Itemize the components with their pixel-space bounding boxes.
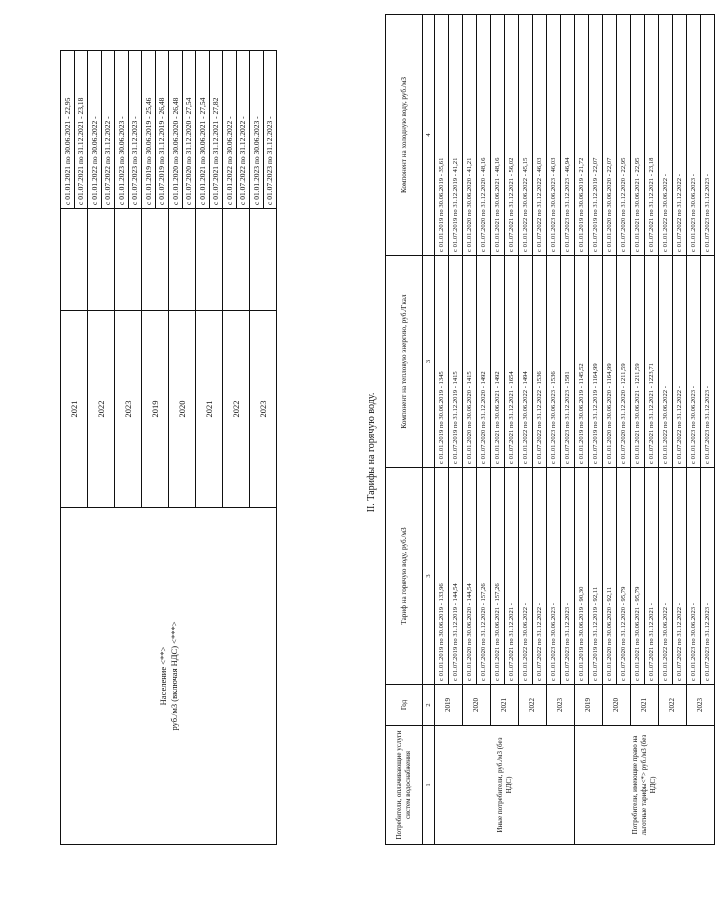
table-row: [687, 15, 701, 845]
tariff-value: с 01.01.2022 по 30.06.2022 -: [223, 51, 237, 209]
heat-component-value: с 01.01.2022 по 30.06.2022 -: [659, 256, 673, 468]
cold-water-component-value: с 01.01.2020 по 30.06.2020 - 41,21: [463, 15, 477, 256]
tariff-value: с 01.01.2021 по 30.06.2021 - 27,54: [196, 51, 210, 209]
cold-water-component-value: с 01.07.2020 по 31.12.2020 - 22,95: [617, 15, 631, 256]
header-row: [386, 15, 423, 845]
cold-water-component-value: с 01.07.2022 по 31.12.2022 - 46,03: [533, 15, 547, 256]
table-row: [61, 51, 75, 845]
heat-component-value: с 01.01.2021 по 30.06.2021 - 1211,59: [631, 256, 645, 468]
heat-component-value: с 01.01.2023 по 30.06.2023 -: [687, 256, 701, 468]
table-header: [386, 15, 435, 845]
hot-water-tariff-value: с 01.07.2021 по 31.12.2021 -: [645, 468, 659, 685]
heat-component-value: с 01.07.2020 по 31.12.2020 - 1492: [477, 256, 491, 468]
hot-water-tariff-value: с 01.07.2023 по 31.12.2023 -: [561, 468, 575, 685]
heat-component-value: с 01.07.2023 по 31.12.2023 -: [701, 256, 715, 468]
hot-water-tariff-value: с 01.01.2020 по 30.06.2020 - 144,54: [463, 468, 477, 685]
table-row: [463, 15, 477, 845]
year-cell: 2020: [603, 685, 631, 726]
column-number: 4: [423, 15, 435, 256]
year-cell: 2021: [631, 685, 659, 726]
heat-component-value: с 01.01.2021 по 30.06.2021 - 1492: [491, 256, 505, 468]
hot-water-tariff-value: с 01.01.2019 по 30.06.2019 - 90,30: [575, 468, 589, 685]
tariff-value: с 01.01.2020 по 30.06.2020 - 26,48: [169, 51, 183, 209]
hot-water-tariff-value: с 01.07.2023 по 31.12.2023 -: [701, 468, 715, 685]
heat-component-value: с 01.01.2019 по 30.06.2019 - 1345: [435, 256, 449, 468]
hot-water-tariff-value: с 01.07.2022 по 31.12.2022 -: [673, 468, 687, 685]
column-number-row: [423, 15, 435, 845]
table-row: [575, 15, 589, 845]
hot-water-tariff-value: с 01.01.2021 по 30.06.2021 - 95,79: [631, 468, 645, 685]
tariff-value: с 01.01.2019 по 30.06.2019 - 25,46: [142, 51, 156, 209]
tariff-value: с 01.07.2021 по 31.12.2021 - 23,18: [74, 51, 88, 209]
heat-component-value: с 01.07.2022 по 31.12.2022 - 1536: [533, 256, 547, 468]
tariff-value: с 01.07.2019 по 31.12.2019 - 26,48: [155, 51, 169, 209]
heat-component-value: с 01.07.2019 по 31.12.2019 - 1164,99: [589, 256, 603, 468]
year-cell: 2021: [61, 311, 88, 508]
tariff-value: с 01.07.2023 по 31.12.2023 -: [263, 51, 277, 209]
continuation-table-body: [61, 51, 277, 845]
year-cell: 2023: [687, 685, 715, 726]
cold-water-component-value: с 01.01.2019 по 30.06.2019 - 35,61: [435, 15, 449, 256]
hot-water-tariff-value: с 01.07.2021 по 31.12.2021 -: [505, 468, 519, 685]
heat-component-value: с 01.01.2019 по 30.06.2019 - 1145,52: [575, 256, 589, 468]
cold-water-component-value: с 01.01.2023 по 30.06.2023 -: [687, 15, 701, 256]
empty-cell: [88, 209, 115, 311]
year-cell: 2022: [88, 311, 115, 508]
tariff-value: с 01.01.2022 по 30.06.2022 -: [88, 51, 102, 209]
cold-water-component-value: с 01.07.2020 по 31.12.2020 - 48,16: [477, 15, 491, 256]
hot-water-tariff-value: с 01.07.2020 по 31.12.2020 - 157,26: [477, 468, 491, 685]
cold-water-component-value: с 01.01.2022 по 30.06.2022 - 45,15: [519, 15, 533, 256]
empty-cell: [169, 209, 196, 311]
cold-water-component-value: с 01.07.2022 по 31.12.2022 -: [673, 15, 687, 256]
column-number: 2: [423, 685, 435, 726]
section-title: II. Тарифы на горячую воду.: [366, 392, 377, 513]
hot-water-tariff-value: с 01.01.2023 по 30.06.2023 -: [687, 468, 701, 685]
year-cell: 2021: [196, 311, 223, 508]
hot-water-tariff-value: с 01.01.2020 по 30.06.2020 - 92,11: [603, 468, 617, 685]
hot-water-tariff-value: с 01.07.2022 по 31.12.2022 -: [533, 468, 547, 685]
tariff-value: с 01.07.2020 по 31.12.2020 - 27,54: [182, 51, 196, 209]
hot-water-tariff-value: с 01.01.2022 по 30.06.2022 -: [659, 468, 673, 685]
cold-water-component-value: с 01.07.2021 по 31.12.2021 - 23,18: [645, 15, 659, 256]
heat-component-value: с 01.01.2020 по 30.06.2020 - 1415: [463, 256, 477, 468]
consumer-category: Население <**> руб./м3 (включая НДС) <***>: [61, 508, 277, 845]
cold-water-component-value: с 01.01.2023 по 30.06.2023 - 46,03: [547, 15, 561, 256]
heat-component-value: с 01.07.2020 по 31.12.2020 - 1211,59: [617, 256, 631, 468]
empty-cell: [250, 209, 277, 311]
year-cell: 2020: [463, 685, 491, 726]
heat-component-value: с 01.07.2022 по 31.12.2022 -: [673, 256, 687, 468]
year-cell: 2022: [519, 685, 547, 726]
heat-component-value: с 01.07.2019 по 31.12.2019 - 1415: [449, 256, 463, 468]
hot-water-tariff-value: с 01.07.2020 по 31.12.2020 - 95,79: [617, 468, 631, 685]
empty-cell: [196, 209, 223, 311]
cold-water-component-value: с 01.07.2019 по 31.12.2019 - 41,21: [449, 15, 463, 256]
empty-cell: [223, 209, 250, 311]
header-year: Год: [386, 685, 423, 726]
cold-water-component-value: с 01.01.2021 по 30.06.2021 - 48,16: [491, 15, 505, 256]
consumer-group: Потребители, имеющие право на льготные тарифы<*> руб./м3 (без НДС): [575, 726, 715, 845]
column-number: 1: [423, 726, 435, 845]
cold-water-component-value: с 01.01.2022 по 30.06.2022 -: [659, 15, 673, 256]
header-hot-water-tariff: Тариф на горячую воду, руб./м3: [386, 468, 423, 685]
year-cell: 2021: [491, 685, 519, 726]
heat-component-value: с 01.01.2023 по 30.06.2023 - 1536: [547, 256, 561, 468]
tariff-value: с 01.07.2023 по 31.12.2023 -: [128, 51, 142, 209]
table-row: [435, 15, 449, 845]
hot-water-tariff-value: с 01.01.2022 по 30.06.2022 -: [519, 468, 533, 685]
heat-component-value: с 01.01.2022 по 30.06.2022 - 1494: [519, 256, 533, 468]
table-row: [491, 15, 505, 845]
tariff-value: с 01.01.2021 по 30.06.2021 - 22,95: [61, 51, 75, 209]
table-row: [519, 15, 533, 845]
header-heat-component: Компонент на тепловую энергию, руб./Гкал: [386, 256, 423, 468]
tariff-value: с 01.01.2023 по 30.06.2023 -: [250, 51, 264, 209]
hot-water-tariff-value: с 01.01.2019 по 30.06.2019 - 133,96: [435, 468, 449, 685]
header-consumers: Потребители, оплачивающие услуги систем водоснабжения: [386, 726, 423, 845]
heat-component-value: с 01.07.2023 по 31.12.2023 - 1581: [561, 256, 575, 468]
hot-water-tariff-table: [385, 14, 715, 845]
header-cold-water-component: Компонент на холодную воду, руб./м3: [386, 15, 423, 256]
hot-water-tariff-value: с 01.01.2023 по 30.06.2023 -: [547, 468, 561, 685]
heat-component-value: с 01.07.2021 по 31.12.2021 - 1654: [505, 256, 519, 468]
table-row: [631, 15, 645, 845]
main-table-body: [435, 15, 715, 845]
heat-component-value: с 01.07.2021 по 31.12.2021 - 1223,71: [645, 256, 659, 468]
tariff-value: с 01.07.2021 по 31.12.2021 - 27,82: [209, 51, 223, 209]
column-number: 3: [423, 256, 435, 468]
tariff-value: с 01.01.2023 по 30.06.2023 -: [115, 51, 129, 209]
cold-water-component-value: с 01.01.2019 по 30.06.2019 - 21,72: [575, 15, 589, 256]
year-cell: 2020: [169, 311, 196, 508]
empty-cell: [115, 209, 142, 311]
cold-water-component-value: с 01.07.2023 по 31.12.2023 -: [701, 15, 715, 256]
year-cell: 2023: [250, 311, 277, 508]
year-cell: 2022: [223, 311, 250, 508]
tariff-value: с 01.07.2022 по 31.12.2022 -: [236, 51, 250, 209]
table-row: [659, 15, 673, 845]
consumer-group: Иные потребители, руб./м3 (без НДС): [435, 726, 575, 845]
year-cell: 2019: [142, 311, 169, 508]
year-cell: 2022: [659, 685, 687, 726]
year-cell: 2023: [547, 685, 575, 726]
cold-water-component-value: с 01.07.2023 по 31.12.2023 - 46,94: [561, 15, 575, 256]
table-row: [603, 15, 617, 845]
cold-water-component-value: с 01.07.2019 по 31.12.2019 - 22,07: [589, 15, 603, 256]
empty-cell: [61, 209, 88, 311]
cold-water-component-value: с 01.01.2021 по 30.06.2021 - 22,95: [631, 15, 645, 256]
year-cell: 2019: [575, 685, 603, 726]
hot-water-tariff-value: с 01.07.2019 по 31.12.2019 - 92,11: [589, 468, 603, 685]
empty-cell: [142, 209, 169, 311]
continuation-tariff-table: [60, 50, 277, 845]
hot-water-tariff-value: с 01.07.2019 по 31.12.2019 - 144,54: [449, 468, 463, 685]
year-cell: 2019: [435, 685, 463, 726]
cold-water-component-value: с 01.01.2020 по 30.06.2020 - 22,07: [603, 15, 617, 256]
cold-water-component-value: с 01.07.2021 по 31.12.2021 - 56,02: [505, 15, 519, 256]
tariff-value: с 01.07.2022 по 31.12.2022 -: [101, 51, 115, 209]
heat-component-value: с 01.01.2020 по 30.06.2020 - 1164,99: [603, 256, 617, 468]
table-row: [547, 15, 561, 845]
hot-water-tariff-value: с 01.01.2021 по 30.06.2021 - 157,26: [491, 468, 505, 685]
year-cell: 2023: [115, 311, 142, 508]
column-number: 3: [423, 468, 435, 685]
